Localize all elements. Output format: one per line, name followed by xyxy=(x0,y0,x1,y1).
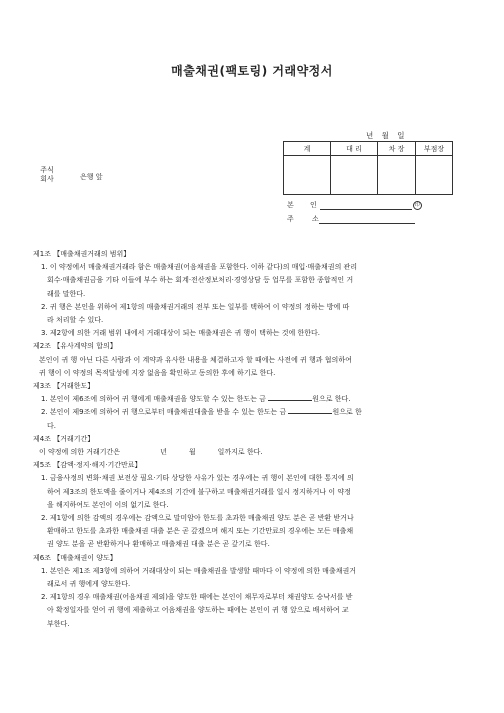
clauses-body xyxy=(33,248,473,631)
limit-amount-field[interactable] xyxy=(268,393,312,401)
clause-heading: 제2조 【유사계약의 합의】 xyxy=(33,342,117,351)
clause-heading: 제1조 【매출채권거래의 범위】 xyxy=(33,250,131,258)
address-line xyxy=(287,214,415,224)
clause-text: 2. 귀 행은 본인을 위하여 제1항의 매출채권거래의 전부 또는 일부를 택하여 이 약정의 정하는 방에 따 xyxy=(41,302,350,311)
clause-text: 을 해지하여도 본인이 이의 없기로 한다. xyxy=(47,500,169,509)
approval-sign-box[interactable] xyxy=(378,156,416,195)
clause-text: 라 처리할 수 있다. xyxy=(47,316,104,325)
clause-text: 1. 본인은 제1조 제3항에 의하여 거래대상이 되는 매출채권을 발생할 때마다 이 약정에 의한 매출채권거 xyxy=(41,566,356,575)
clause-text: 환매하고 한도를 초과한 매출채권 대출 분은 곧 갚겠으며 해지 또는 기간만료의 경우에는 모든 매출채 xyxy=(47,527,354,536)
clause-text: 2. 제1항의 경우 매출채권(어음채권 제외)을 양도한 때에는 본인이 채무자로부터 채권양도 승낙서를 받 xyxy=(41,593,353,602)
bank-addressee: 은행 앞 xyxy=(80,173,103,181)
address-field[interactable] xyxy=(319,215,415,224)
signer-name-field[interactable] xyxy=(320,201,412,210)
approval-header-deputy-manager: 차 장 xyxy=(378,142,416,156)
signature-line xyxy=(287,200,422,210)
approval-header-staff: 계 xyxy=(284,142,331,156)
clause-text: 회수·매출채권금융 기타 이들에 부수 하는 회계·전산정보처리·경영상담 등 업무를 포함한 종합적인 거 xyxy=(47,276,354,285)
address-label: 주 소 xyxy=(287,215,319,223)
page-title: 매출채권(팩토링) 거래약정서 xyxy=(171,64,333,78)
clause-text: 2. 본인이 제9조에 의하여 귀 행으로부터 매출채권대출을 받을 수 있는 한도는 금 원으로 한 xyxy=(41,408,362,417)
approval-header-assistant-manager: 대 리 xyxy=(331,142,378,156)
date-line: 년 월 일 xyxy=(366,131,405,140)
approval-sign-box[interactable] xyxy=(416,156,453,195)
clause-text: 다. xyxy=(47,421,56,430)
clause-text: 본인이 귀 행 아닌 다른 사람과 이 계약과 유사한 내용을 체결하고자 할 때에는 사전에 귀 행과 협의하여 xyxy=(39,355,352,364)
seal-icon: 印 xyxy=(414,202,420,208)
approval-header-branch-manager: 부점장 xyxy=(416,142,453,156)
signer-label: 본 인 xyxy=(287,201,317,209)
clause-text: 2. 제1항에 의한 감액의 경우에는 감액으로 말미암아 한도를 초과한 매출채권 양도 분은 곧 반환 받거나 xyxy=(41,514,354,523)
company-label: 주식 회사 xyxy=(40,166,54,183)
clause-text: 이 약정에 의한 거래기간은 년 월 일까지로 한다. xyxy=(39,448,263,457)
clause-heading: 제3조 【거래한도】 xyxy=(33,382,95,391)
clause-text: 래로서 귀 행에게 양도한다. xyxy=(47,580,131,589)
clause-heading: 제6조 【매출채권이 양도】 xyxy=(33,553,117,562)
clause-text: 하여 제3조의 한도액을 줄이거나 제4조의 기간에 불구하고 매출채권거래를 일시 정지하거나 이 약정 xyxy=(47,487,351,496)
clause-text: 래를 말한다. xyxy=(47,289,86,298)
approval-table xyxy=(283,141,453,195)
clause-text: 1. 이 약정에서 매출채권거래라 함은 매출채권(어음채권을 포함한다. 이하 같다)의 매입·매출채권의 관리 xyxy=(41,263,358,272)
clause-text: 3. 제2항에 의한 거래 범위 내에서 거래대상이 되는 매출채권은 귀 행이 택하는 것에 한한다. xyxy=(41,329,320,338)
clause-text: 부한다. xyxy=(47,619,70,628)
approval-sign-box[interactable] xyxy=(331,156,378,195)
approval-sign-box[interactable] xyxy=(284,156,331,195)
clause-text: 1. 본인이 제6조에 의하여 귀 행에게 매출채권을 양도할 수 있는 한도는 금 원으로 한다. xyxy=(41,395,351,404)
clause-text: 아 확정일자를 얻어 귀 행에 제출하고 어음채권을 양도하는 때에는 본인이 귀 행 앞으로 배서하여 교 xyxy=(47,606,349,615)
clause-text: 권 양도 분을 곧 반환하거나 환매하고 매출채권 대출 분은 곧 갚기로 한다. xyxy=(47,540,270,549)
clause-text: 1. 금융사정의 변화·채권 보전상 필요·기타 상당한 사유가 있는 경우에는 귀 행이 본인에 대한 통지에 의 xyxy=(41,474,354,483)
clause-heading: 제5조 【감액·정지·해지·기간만료】 xyxy=(33,461,142,470)
clause-text: 귀 행이 이 약정의 목적달성에 지장 없음을 확인하고 동의한 후에 하기로 한다. xyxy=(39,368,276,377)
loan-limit-field[interactable] xyxy=(288,406,332,414)
clause-heading: 제4조 【거래기간】 xyxy=(33,434,95,443)
